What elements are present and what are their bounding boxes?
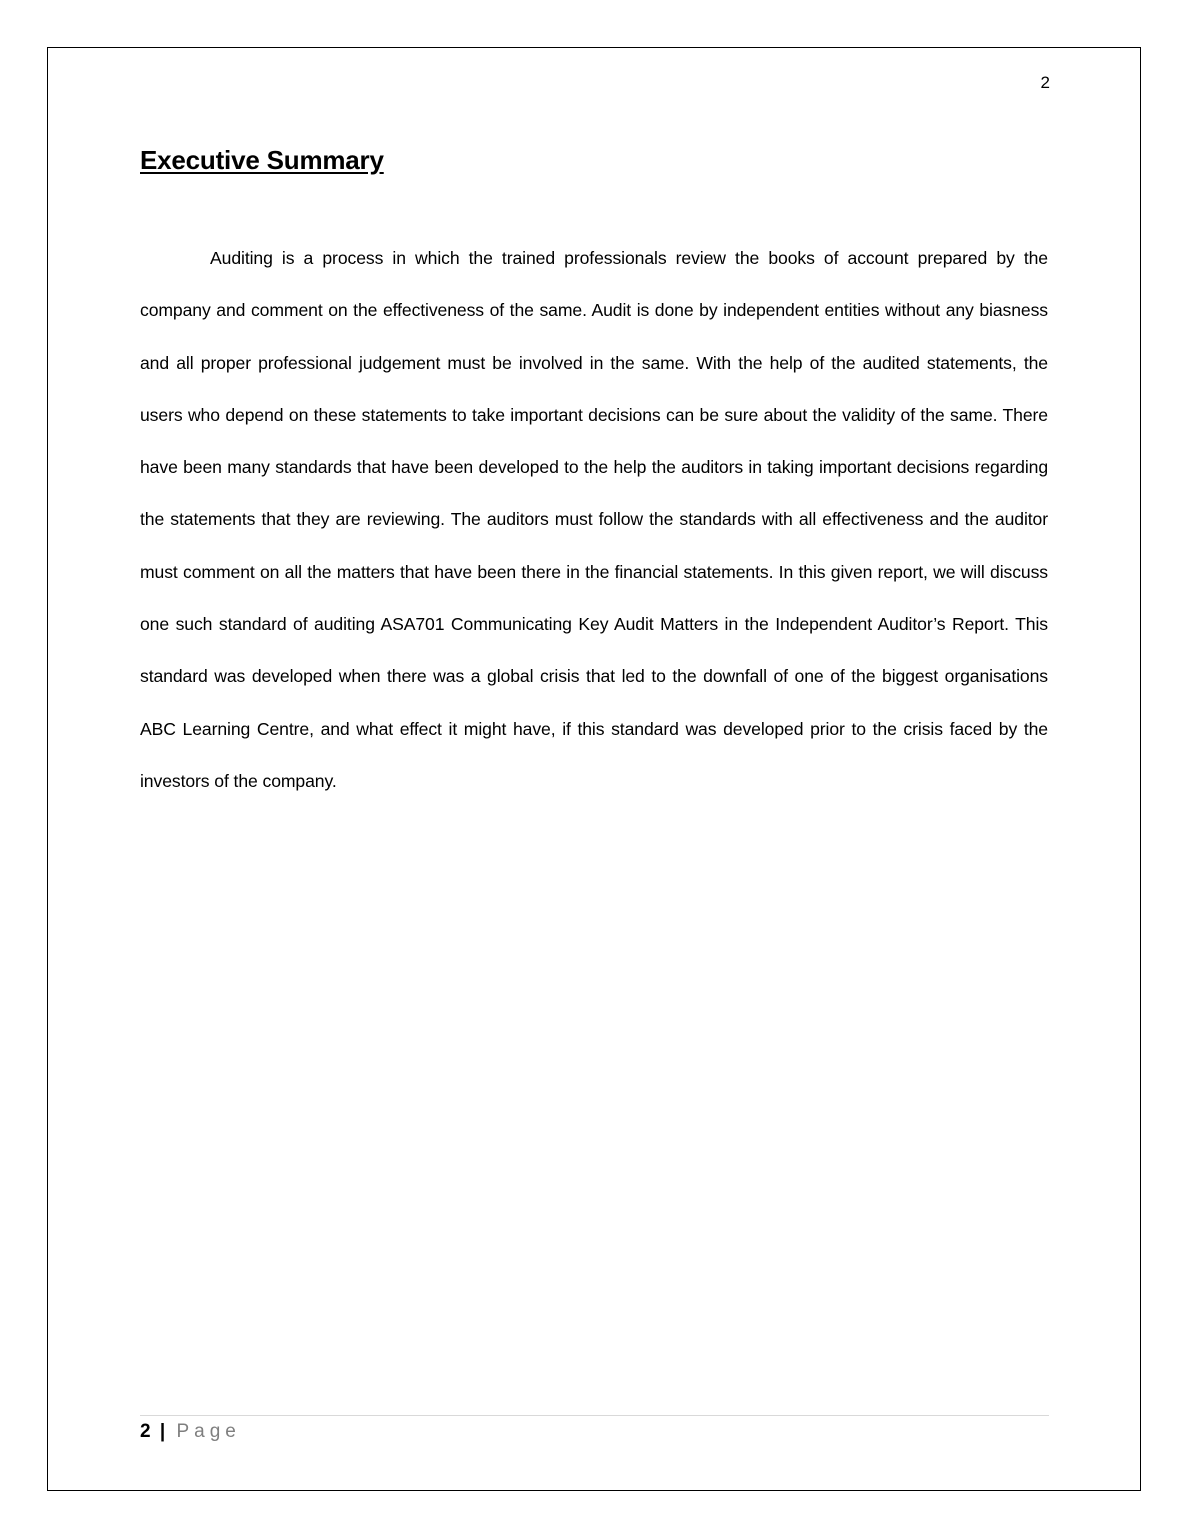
header-page-number: 2	[1040, 73, 1050, 92]
footer	[140, 1419, 241, 1445]
footer-page-number: 2	[140, 1421, 151, 1442]
footer-divider	[140, 1415, 1049, 1416]
footer-separator: |	[159, 1421, 166, 1442]
summary-paragraph: Auditing is a process in which the trained professionals review the books of account prepared by the company and comment on the effectiveness of the same. Audit is done by independent entities without any biasness and all proper professional judgement must be involved in the same. With the help of the audited statements, the users who depend on these statements to take important decisions can be sure about the validity of the same. There have been many standards that have been developed to the help the auditors in taking important decisions regarding the statements that they are reviewing. The auditors must follow the standards with all effectiveness and the auditor must comment on all the matters that have been there in the financial statements. In this given report, we will discuss one such standard of auditing ASA701 Communicating Key Audit Matters in the Independent Auditor’s Report. This standard was developed when there was a global crisis that led to the downfall of one of the biggest organisations ABC Learning Centre, and what effect it might have, if this standard was developed prior to the crisis faced by the investors of the company.	[140, 248, 1048, 791]
section-title: Executive Summary	[140, 145, 384, 175]
footer-page-label: Page	[176, 1421, 241, 1442]
